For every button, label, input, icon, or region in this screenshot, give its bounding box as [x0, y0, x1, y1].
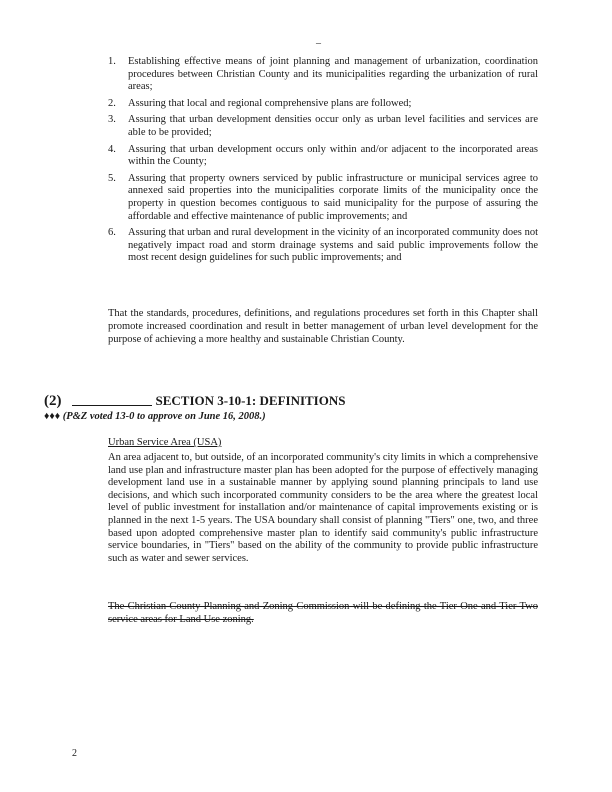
top-mark: –: [316, 38, 321, 49]
item-number: 6.: [108, 227, 116, 239]
definition-text: An area adjacent to, but outside, of an incorporated community's city limits in which a comprehensive land use plan and infrastructure master plan has been adopted for the purpose of effectively managing development land use in a sustainable manner by applying sound planning principals to land use decisions, and which such incorporated community considers to be the area where the greatest local level of public investment for installation and/or maintenance of capital improvements existing or is planned in the next 1-5 years. The USA boundary shall consist of planning "Tiers" one, two, and three based upon adopted comprehensive master plan to identify said community's public infrastructure service boundaries, in "Tiers" based on the ability of the community to provide public infrastructure such as water and sewer services.: [108, 452, 538, 564]
item-text: Assuring that urban development densities occur only as urban level facilities and services are able to be provided;: [128, 114, 538, 138]
item-number: 4.: [108, 143, 116, 155]
list-item: [108, 173, 538, 223]
list-item: [108, 144, 538, 169]
item-text: Establishing effective means of joint planning and management of urbanization, coordination procedures between Christian County and its municipalities regarding the urbanization of rural areas;: [128, 56, 538, 93]
closing-paragraph: That the standards, procedures, definitions, and regulations procedures set forth in this Chapter shall promote increased coordination and result in better management of urban level development for the purpose of achieving a more healthy and sustainable Christian County.: [108, 308, 538, 345]
item-number: 3.: [108, 114, 116, 126]
struck-note: The Christian County Planning and Zoning Commission will be defining the Tier One and Tier Two service areas for Land Use zoning.: [108, 601, 538, 625]
vote-note: ♦♦♦ (P&Z voted 13-0 to approve on June 16, 2008.): [44, 411, 266, 422]
list-item: [108, 98, 538, 111]
signature-blank: [72, 405, 152, 406]
page-number: 2: [72, 748, 77, 759]
item-number: 2.: [108, 97, 116, 109]
item-number: 1.: [108, 56, 116, 67]
list-item: [108, 56, 538, 94]
section-title: SECTION 3-10-1: DEFINITIONS: [155, 393, 346, 408]
item-text: Assuring that property owners serviced by public infrastructure or municipal services agree to annexed said properties into the municipalities corporate limits of the municipality once the property in question becomes contiguous to said municipality for the purpose of assuring the affordable and effective maintenance of public improvements; and: [128, 172, 538, 222]
purpose-list: [108, 56, 538, 269]
section-heading: [44, 393, 345, 410]
list-item: [108, 227, 538, 265]
list-item: [108, 114, 538, 139]
definition-term: Urban Service Area (USA): [108, 437, 222, 448]
section-number: (2): [44, 393, 62, 409]
item-text: Assuring that urban development occurs only within and/or adjacent to the incorporated areas within the County;: [128, 143, 538, 168]
item-text: Assuring that local and regional comprehensive plans are followed;: [128, 97, 412, 109]
item-text: Assuring that urban and rural development in the vicinity of an incorporated community does not negatively impact road and storm drainage systems and said public improvements follow the most recent design guidelines for such public improvements; and: [128, 227, 538, 264]
item-number: 5.: [108, 172, 116, 184]
